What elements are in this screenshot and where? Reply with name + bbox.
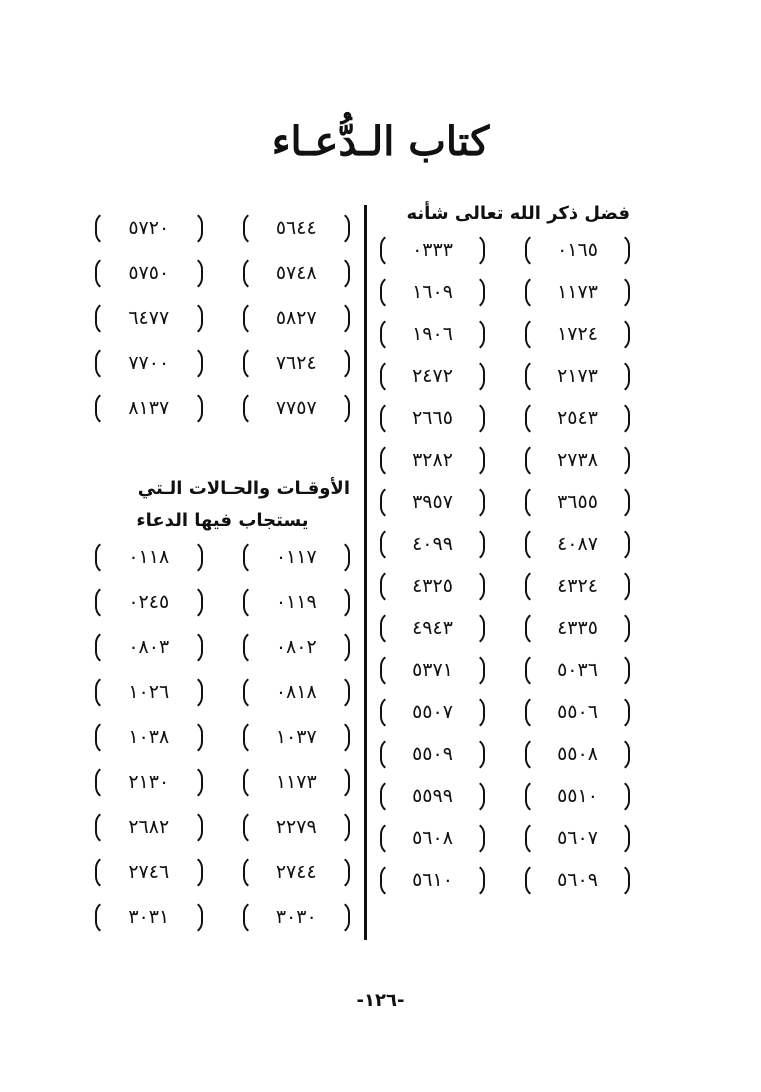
reference-number: ٢٧٤٦ [95, 854, 203, 891]
reference-number: ١٠٢٦ [95, 674, 203, 711]
reference-number: ٥٥٠٩ [380, 736, 485, 773]
reference-grid [95, 210, 350, 427]
reference-number: ٥٣٧١ [380, 652, 485, 689]
reference-number: ٤٣٢٤ [525, 568, 630, 605]
section-heading: الأوقـات والحـالات الـتي [137, 478, 350, 499]
reference-number: ٥٥٠٧ [380, 694, 485, 731]
reference-number: ٠٢٤٥ [95, 584, 203, 621]
left-column [95, 210, 350, 936]
reference-number: ٢٦٦٥ [380, 400, 485, 437]
reference-number: ٥٥٩٩ [380, 778, 485, 815]
right-column [380, 200, 630, 899]
reference-number: ٢٢٧٩ [243, 809, 351, 846]
section-block [95, 475, 350, 936]
reference-number: ٧٧٠٠ [95, 345, 203, 382]
reference-number: ٤٠٩٩ [380, 526, 485, 563]
page-number: -١٢٦- [356, 990, 405, 1011]
reference-number: ١١٧٣ [525, 274, 630, 311]
reference-number: ٠٨١٨ [243, 674, 351, 711]
reference-number: ٢١٣٠ [95, 764, 203, 801]
reference-number: ٣٦٥٥ [525, 484, 630, 521]
reference-number: ٦٤٧٧ [95, 300, 203, 337]
reference-number: ٢١٧٣ [525, 358, 630, 395]
reference-number: ١٦٠٩ [380, 274, 485, 311]
reference-number: ٥٦٠٩ [525, 862, 630, 899]
section-subheading: يستجاب فيها الدعاء [136, 510, 309, 531]
reference-number: ١٩٠٦ [380, 316, 485, 353]
section-heading: فضل ذكر الله تعالى شأنه [406, 203, 630, 224]
reference-number: ٥٥٠٦ [525, 694, 630, 731]
reference-number: ٤٠٨٧ [525, 526, 630, 563]
reference-number: ٥٠٣٦ [525, 652, 630, 689]
reference-number: ٤٩٤٣ [380, 610, 485, 647]
reference-number: ٥٦١٠ [380, 862, 485, 899]
reference-number: ٠١١٨ [95, 539, 203, 576]
reference-number: ١٧٢٤ [525, 316, 630, 353]
reference-number: ٢٦٨٢ [95, 809, 203, 846]
reference-number: ٥٧٥٠ [95, 255, 203, 292]
reference-number: ١٠٣٨ [95, 719, 203, 756]
reference-number: ١١٧٣ [243, 764, 351, 801]
reference-grid [95, 539, 350, 936]
reference-number: ٤٣٢٥ [380, 568, 485, 605]
reference-number: ٥٧٤٨ [243, 255, 351, 292]
reference-number: ٤٣٣٥ [525, 610, 630, 647]
reference-number: ٣٩٥٧ [380, 484, 485, 521]
reference-number: ١٠٣٧ [243, 719, 351, 756]
reference-number: ٣٠٣٠ [243, 899, 351, 936]
reference-number: ٢٧٤٤ [243, 854, 351, 891]
reference-number: ٧٧٥٧ [243, 390, 351, 427]
reference-number: ٠١١٧ [243, 539, 351, 576]
reference-number: ٧٦٢٤ [243, 345, 351, 382]
reference-number: ٠٨٠٣ [95, 629, 203, 666]
page-title: كتاب الـدُّعـاء [271, 118, 490, 165]
reference-number: ٥٧٢٠ [95, 210, 203, 247]
reference-number: ٥٦٠٨ [380, 820, 485, 857]
reference-number: ٠٨٠٢ [243, 629, 351, 666]
reference-number: ٥٥١٠ [525, 778, 630, 815]
reference-number: ٢٤٧٢ [380, 358, 485, 395]
reference-number: ٠١٦٥ [525, 232, 630, 269]
reference-number: ٢٥٤٣ [525, 400, 630, 437]
reference-number: ٥٨٢٧ [243, 300, 351, 337]
reference-number: ٠٣٣٣ [380, 232, 485, 269]
reference-number: ٣٢٨٢ [380, 442, 485, 479]
reference-grid [380, 232, 630, 899]
reference-number: ٢٧٣٨ [525, 442, 630, 479]
reference-number: ٠١١٩ [243, 584, 351, 621]
reference-number: ٨١٣٧ [95, 390, 203, 427]
reference-number: ٣٠٣١ [95, 899, 203, 936]
reference-number: ٥٦٤٤ [243, 210, 351, 247]
reference-number: ٥٦٠٧ [525, 820, 630, 857]
reference-number: ٥٥٠٨ [525, 736, 630, 773]
column-divider [364, 205, 367, 940]
